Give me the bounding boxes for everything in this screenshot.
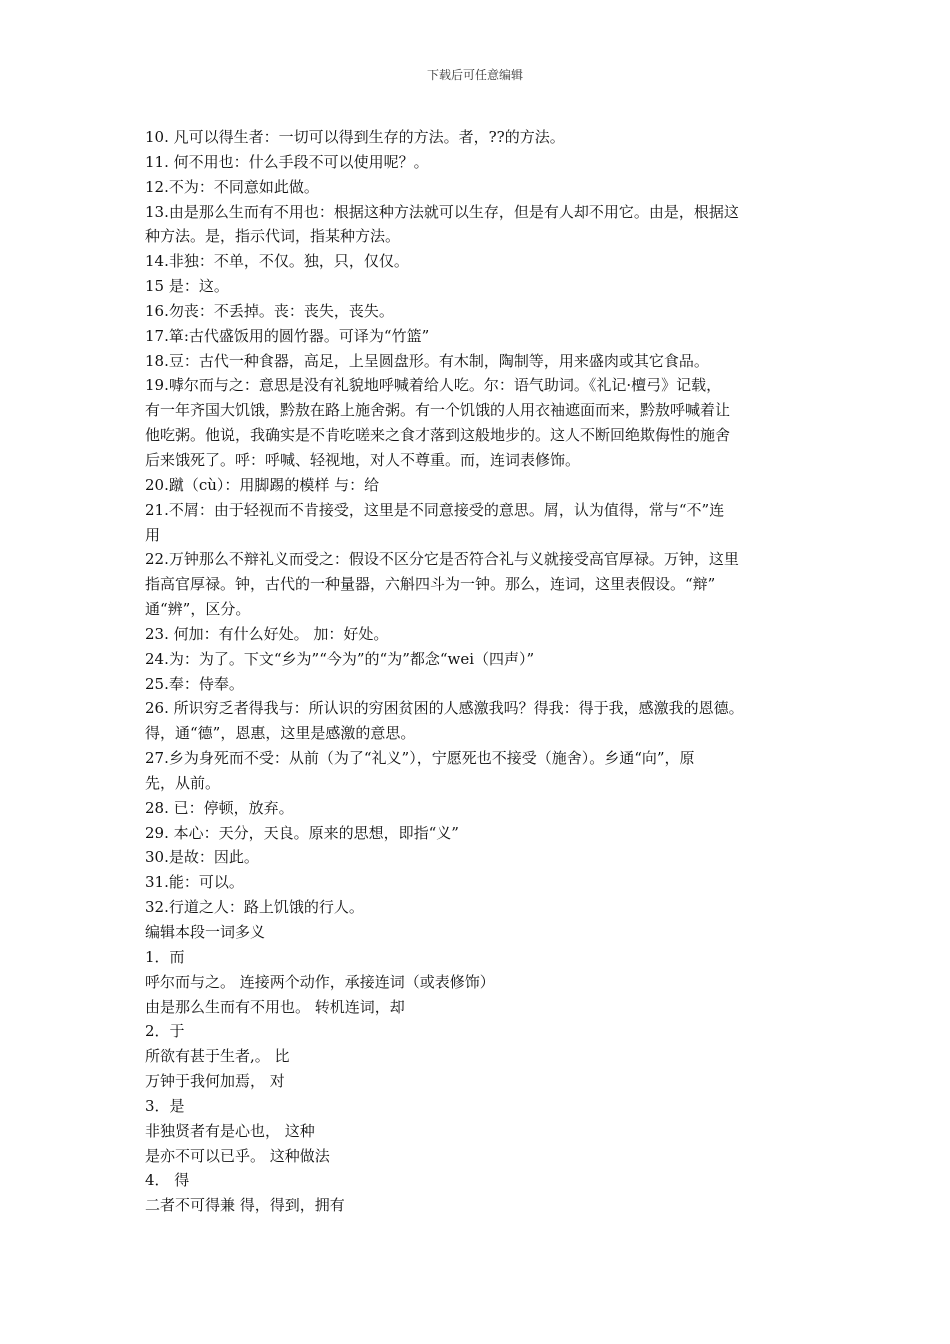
text-line: 15 是：这。 [145, 277, 229, 296]
text-line: 22.万钟那么不辩礼义而受之：假设不区分它是否符合礼与义就接受高官厚禄。万钟，这里 [145, 550, 739, 569]
text-line: 20.蹴（cù）：用脚踢的模样 与：给 [145, 475, 380, 494]
text-line: 3．是 [145, 1096, 185, 1115]
text-line: 指高官厚禄。钟，古代的一种量器，六斛四斗为一钟。那么，连词，这里表假设。“辩” [145, 575, 716, 594]
text-line: 29. 本心：天分，天良。原来的思想，即指“义” [145, 823, 459, 842]
text-line: 非独贤者有是心也， 这种 [145, 1121, 315, 1140]
text-line: 12.不为：不同意如此做。 [145, 177, 319, 196]
text-line: 先，从前。 [145, 773, 221, 792]
text-line: 18.豆：古代一种食器，高足，上呈圆盘形。有木制，陶制等，用来盛肉或其它食品。 [145, 351, 709, 370]
text-line: 31.能：可以。 [145, 873, 244, 892]
text-line: 21.不屑：由于轻视而不肯接受，这里是不同意接受的意思。屑，认为值得，常与“不”连 [145, 500, 725, 519]
text-line: 由是那么生而有不用也。 转机连词，却 [145, 997, 405, 1016]
text-line: 用 [145, 525, 161, 544]
text-line: 25.奉：侍奉。 [145, 674, 244, 693]
text-line: 种方法。是，指示代词，指某种方法。 [145, 227, 401, 246]
text-line: 30.是故：因此。 [145, 848, 259, 867]
text-line: 有一年齐国大饥饿，黔敖在路上施舍粥。有一个饥饿的人用衣袖遮面而来，黔敖呼喊着让 [145, 401, 731, 420]
text-line: 通“辨”，区分。 [145, 600, 251, 619]
text-line: 28. 已：停顿，放弃。 [145, 798, 294, 817]
text-line: 二者不可得兼 得，得到，拥有 [145, 1196, 345, 1215]
text-line: 2．于 [145, 1022, 185, 1041]
document-body [145, 125, 817, 1218]
text-line: 所欲有甚于生者,。 比 [145, 1047, 290, 1066]
text-line: 4． 得 [145, 1171, 190, 1190]
text-line: 16.勿丧：不丢掉。丧：丧失，丧失。 [145, 301, 394, 320]
text-line: 24.为：为了。下文“乡为”“今为”的“为”都念“wei（四声）” [145, 649, 535, 668]
text-line: 19.嘑尔而与之：意思是没有礼貌地呼喊着给人吃。尔：语气助词。《礼记·檀弓》记载， [145, 376, 722, 395]
text-line: 13.由是那么生而有不用也：根据这种方法就可以生存，但是有人却不用它。由是，根据这 [145, 202, 739, 221]
text-line: 14.非独：不单，不仅。独，只，仅仅。 [145, 252, 409, 271]
text-line: 17.箪:古代盛饭用的圆竹器。可译为“竹篮” [145, 326, 430, 345]
text-line: 10. 凡可以得生者：一切可以得到生存的方法。者，??的方法。 [145, 128, 565, 146]
text-line: 23. 何加：有什么好处。 加：好处。 [145, 624, 389, 643]
page-header: 下载后可任意编辑 [426, 68, 523, 82]
text-line: 他吃粥。他说，我确实是不肯吃嗟来之食才落到这般地步的。这人不断回绝欺侮性的施舍 [145, 426, 731, 445]
text-line: 27.乡为身死而不受：从前（为了“礼义”），宁愿死也不接受（施舍）。乡通“向”，原 [145, 749, 695, 768]
text-line: 26. 所识穷乏者得我与：所认识的穷困贫困的人感激我吗？得我：得于我，感激我的恩德。 [145, 699, 744, 718]
text-line: 得，通“德”，恩惠，这里是感激的意思。 [145, 724, 416, 743]
text-line: 是亦不可以已乎。 这种做法 [145, 1146, 330, 1165]
text-line: 呼尔而与之。 连接两个动作，承接连词（或表修饰） [145, 972, 495, 991]
text-line: 后来饿死了。呼：呼喊、轻视地，对人不尊重。而，连词表修饰。 [145, 450, 581, 469]
text-line: 万钟于我何加焉， 对 [145, 1072, 285, 1091]
text-line: 11. 何不用也：什么手段不可以使用呢？。 [145, 152, 429, 171]
text-line: 编辑本段一词多义 [145, 923, 266, 941]
text-line: 32.行道之人：路上饥饿的行人。 [145, 898, 364, 917]
text-line: 1．而 [145, 947, 185, 966]
